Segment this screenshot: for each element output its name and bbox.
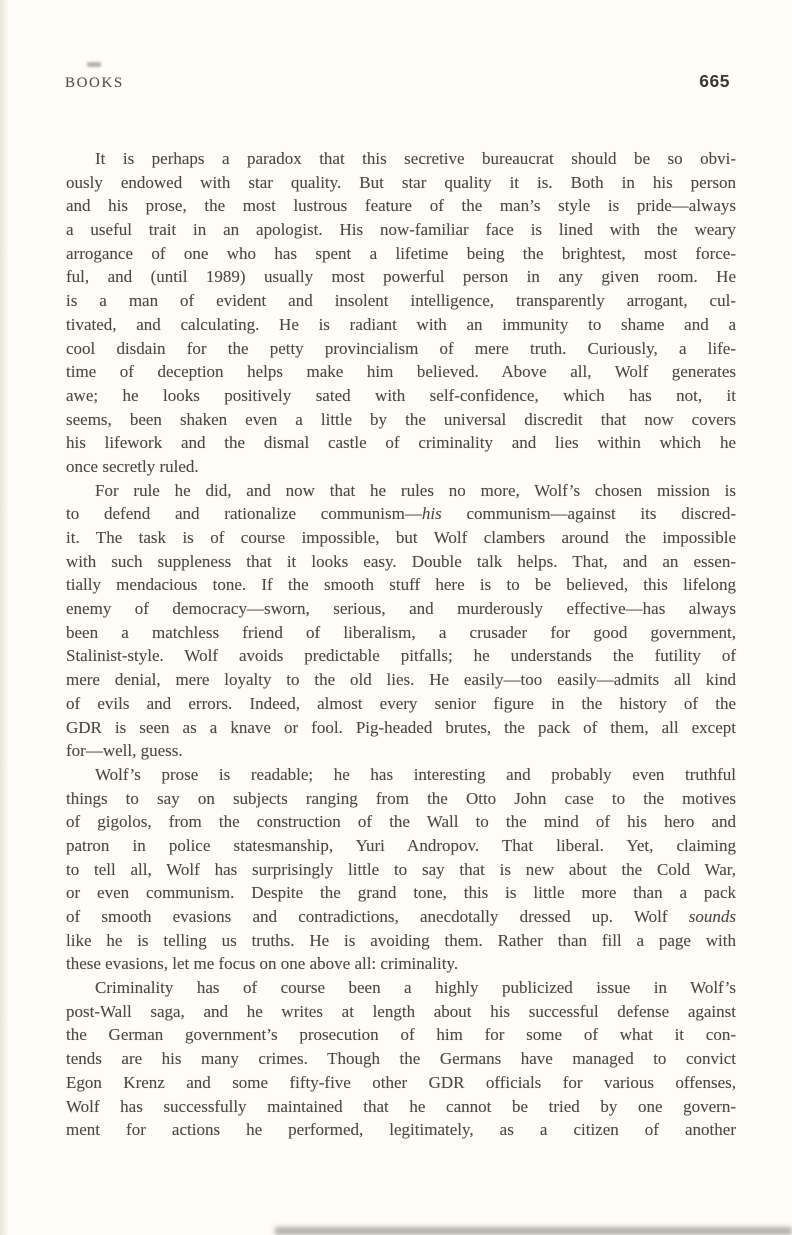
- text-line: tivated, and calculating. He is radiant with an immunity to shame and a: [66, 314, 736, 334]
- text-line: ment for actions he performed, legitimately, as a citizen of another: [66, 1120, 736, 1140]
- paragraph: [66, 479, 736, 763]
- text-line: these evasions, let me focus on one above all: criminality.: [66, 954, 459, 974]
- paragraph: [66, 976, 736, 1142]
- text-line: It is perhaps a paradox that this secretive bureaucrat should be so obvi-: [95, 149, 736, 168]
- text-line: to tell all, Wolf has surprisingly little to say that is new about the Cold War,: [66, 859, 736, 879]
- running-head-title: BOOKS: [65, 75, 124, 91]
- text-line: Wolf’s prose is readable; he has interesting and probably even truthful: [95, 764, 736, 784]
- text-line: awe; he looks positively sated with self-confidence, which has not, it: [66, 385, 736, 405]
- text-line: tially mendacious tone. If the smooth stuff here is to be believed, this lifelong: [66, 575, 736, 595]
- text-line: Stalinist-style. Wolf avoids predictable pitfalls; he understands the futility of: [66, 646, 736, 666]
- paragraph: [66, 763, 736, 976]
- text-line: to defend and rationalize communism—his communism—against its discred-: [66, 504, 737, 524]
- text-line: time of deception helps make him believed. Above all, Wolf generates: [66, 362, 736, 382]
- text-line: or even communism. Despite the grand tone, this is little more than a pack: [66, 883, 736, 903]
- text-line: enemy of democracy—sworn, serious, and murderously effective—has always: [66, 599, 736, 619]
- text-line: ful, and (until 1989) usually most powerful person in any given room. He: [66, 267, 736, 287]
- text-line: it. The task is of course impossible, but Wolf clambers around the impossible: [66, 528, 736, 547]
- text-line: like he is telling us truths. He is avoiding them. Rather than fill a page with: [66, 930, 736, 950]
- scan-edge-shadow: [0, 0, 9, 1235]
- text-line: is a man of evident and insolent intelligence, transparently arrogant, cul-: [66, 291, 736, 311]
- text-line: been a matchless friend of liberalism, a crusader for good government,: [66, 622, 736, 642]
- text-line: and his prose, the most lustrous feature of the man’s style is pride—always: [66, 196, 736, 216]
- scan-artifact-bottom-smudge: [275, 1227, 792, 1235]
- text-line: mere denial, mere loyalty to the old lies. He easily—too easily—admits all kind: [66, 670, 736, 690]
- text-line: of evils and errors. Indeed, almost every senior figure in the history of the: [66, 693, 736, 713]
- text-line: ously endowed with star quality. But star quality it is. Both in his person: [66, 172, 736, 192]
- scan-artifact-speck: [87, 62, 101, 67]
- text-line: of gigolos, from the construction of the Wall to the mind of his hero and: [66, 812, 736, 832]
- text-line: For rule he did, and now that he rules no more, Wolf’s chosen mission is: [95, 480, 736, 500]
- text-line: arrogance of one who has spent a lifetime being the brightest, most force-: [66, 243, 736, 263]
- text-line: with such suppleness that it looks easy. Double talk helps. That, and an essen-: [66, 551, 736, 571]
- text-block: [66, 147, 736, 1142]
- text-line: for—well, guess.: [66, 741, 183, 761]
- paragraph: [66, 147, 736, 479]
- text-line: of smooth evasions and contradictions, anecdotally dressed up. Wolf sounds: [66, 907, 736, 926]
- page-number: 665: [699, 71, 730, 91]
- text-line: seems, been shaken even a little by the universal discredit that now covers: [66, 409, 736, 429]
- text-line: tends are his many crimes. Though the Germans have managed to convict: [66, 1049, 736, 1069]
- text-line: things to say on subjects ranging from the Otto John case to the motives: [66, 788, 736, 808]
- text-line: a useful trait in an apologist. His now-familiar face is lined with the weary: [66, 220, 736, 240]
- text-line: GDR is seen as a knave or fool. Pig-headed brutes, the pack of them, all except: [66, 717, 736, 737]
- text-line: Egon Krenz and some fifty-five other GDR officials for various offenses,: [66, 1072, 736, 1092]
- text-line: patron in police statesmanship, Yuri Andropov. That liberal. Yet, claiming: [66, 835, 736, 855]
- text-line: the German government’s prosecution of him for some of what it con-: [66, 1025, 736, 1045]
- text-line: Criminality has of course been a highly publicized issue in Wolf’s: [95, 978, 736, 998]
- text-line: Wolf has successfully maintained that he cannot be tried by one govern-: [66, 1096, 736, 1116]
- text-line: post-Wall saga, and he writes at length about his successful defense against: [66, 1001, 736, 1021]
- text-line: his lifework and the dismal castle of criminality and lies within which he: [66, 433, 736, 453]
- text-line: cool disdain for the petty provincialism of mere truth. Curiously, a life-: [66, 338, 736, 358]
- text-line: once secretly ruled.: [66, 456, 199, 476]
- running-head: [65, 71, 730, 91]
